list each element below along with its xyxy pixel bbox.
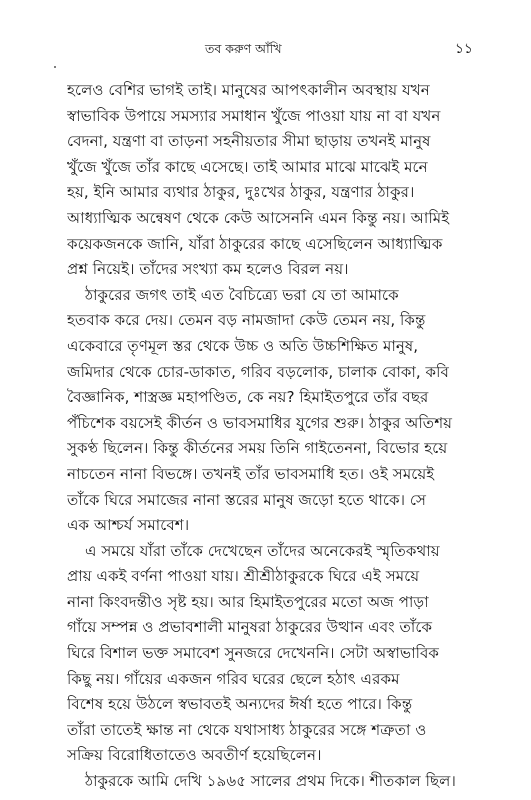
text-line: স্বাভাবিক উপায়ে সমস্যার সমাধান খুঁজে পাওয়া যায় না বা যখন [67, 106, 441, 125]
text-line: খুঁজে খুঁজে তাঁর কাছে এসেছে। তাই আমার মাঝে মাঝেই মনে [67, 157, 428, 176]
text-line: হলেও বেশির ভাগই তাই। মানুষের আপৎকালীন অবস্থায় যখন [67, 81, 430, 99]
text-line: পঁচিশেক বয়সেই কীর্তন ও ভাবসমাধির যুগের শুরু। ঠাকুর অতিশয় [67, 413, 453, 432]
stray-ink-mark [54, 66, 56, 68]
text-line: বেদনা, যন্ত্রণা বা তাড়না সহনীয়তার সীমা ছাড়ায় তখনই মানুষ [67, 132, 431, 151]
running-header [0, 40, 531, 62]
text-line: প্রশ্ন নিয়েই। তাঁদের সংখ্যা কম হলেও বিরল নয়। [67, 260, 349, 279]
text-line: বিশেষ হয়ে উঠলে স্বভাবতই অন্যদের ঈর্ষা হতে পারে। কিন্তু [67, 695, 413, 714]
text-line: জমিদার থেকে চোর-ডাকাত, গরিব বড়লোক, চালাক বোকা, কবি [67, 362, 449, 381]
text-line: সুকণ্ঠ ছিলেন। কিন্তু কীর্তনের সময় তিনি গাইতেননা, বিভোর হয়ে [67, 439, 448, 458]
text-line: এক আশ্চর্য সমাবেশ। [67, 516, 190, 535]
paragraph-start-line: এ সময়ে যাঁরা তাঁকে দেখেছেন তাঁদের অনেকেরই স্মৃতিকথায় [85, 541, 440, 560]
paragraph-start-line: ঠাকুরের জগৎ তাই এত বৈচিত্র্যে ভরা যে তা আমাকে [85, 285, 399, 304]
text-line: আধ্যাত্মিক অন্বেষণ থেকে কেউ আসেননি এমন কিন্তু নয়। আমিই [67, 208, 450, 227]
body-text [67, 78, 481, 795]
text-line: নানা কিংবদন্তীও সৃষ্ট হয়। আর হিমাইতপুরের মতো অজ পাড়া [67, 592, 429, 611]
text-line: তাঁরা তাতেই ক্ষান্ত না থেকে যথাসাধ্য ঠাকুরের সঙ্গে শত্রুতা ও [67, 720, 427, 739]
text-line: হতবাক করে দেয়। তেমন বড় নামজাদা কেউ তেমন নয়, কিন্তু [67, 311, 426, 330]
text-line: প্রায় একই বর্ণনা পাওয়া যায়। শ্রীশ্রীঠাকুরকে ঘিরে এই সময়ে [67, 567, 420, 586]
text-line: গাঁয়ে সম্পন্ন ও প্রভাবশালী মানুষরা ঠাকুরের উত্থান এবং তাঁকে [67, 618, 433, 637]
paragraph-start-line: ঠাকুরকে আমি দেখি ১৯৬৫ সালের প্রথম দিকে। শীতকাল ছিল। [85, 772, 456, 791]
text-line: তাঁকে ঘিরে সমাজের নানা স্তরের মানুষ জড়ো হতে থাকে। সে [67, 490, 427, 509]
text-line: হয়, ইনি আমার ব্যথার ঠাকুর, দুঃখের ঠাকুর, যন্ত্রণার ঠাকুর। [67, 183, 415, 202]
text-line: কিছু নয়। গাঁয়ের একজন গরিব ঘরের ছেলে হঠাৎ এরকম [67, 669, 400, 688]
text-line: ঘিরে বিশাল ভক্ত সমাবেশ সুনজরে দেখেননি। সেটা অস্বাভাবিক [67, 644, 440, 663]
text-line: নাচতেন নানা বিভঙ্গে। তখনই তাঁর ভাবসমাধি হত। ওই সময়েই [67, 464, 435, 483]
text-line: বৈজ্ঞানিক, শাস্ত্রজ্ঞ মহাপণ্ডিত, কে নয়? হিমাইতপুরে তাঁর বছর [67, 388, 429, 407]
running-title: তব করুণ আঁখি [205, 41, 282, 56]
text-line: একেবারে তৃণমূল স্তর থেকে উচ্চ ও অতি উচ্চশিক্ষিত মানুষ, [67, 336, 419, 355]
text-line: সক্রিয় বিরোধিতাতেও অবতীর্ণ হয়েছিলেন। [67, 746, 322, 765]
text-line: কয়েকজনকে জানি, যাঁরা ঠাকুরের কাছে এসেছিলেন আধ্যাত্মিক [67, 234, 443, 253]
page-number: ১১ [454, 41, 473, 57]
